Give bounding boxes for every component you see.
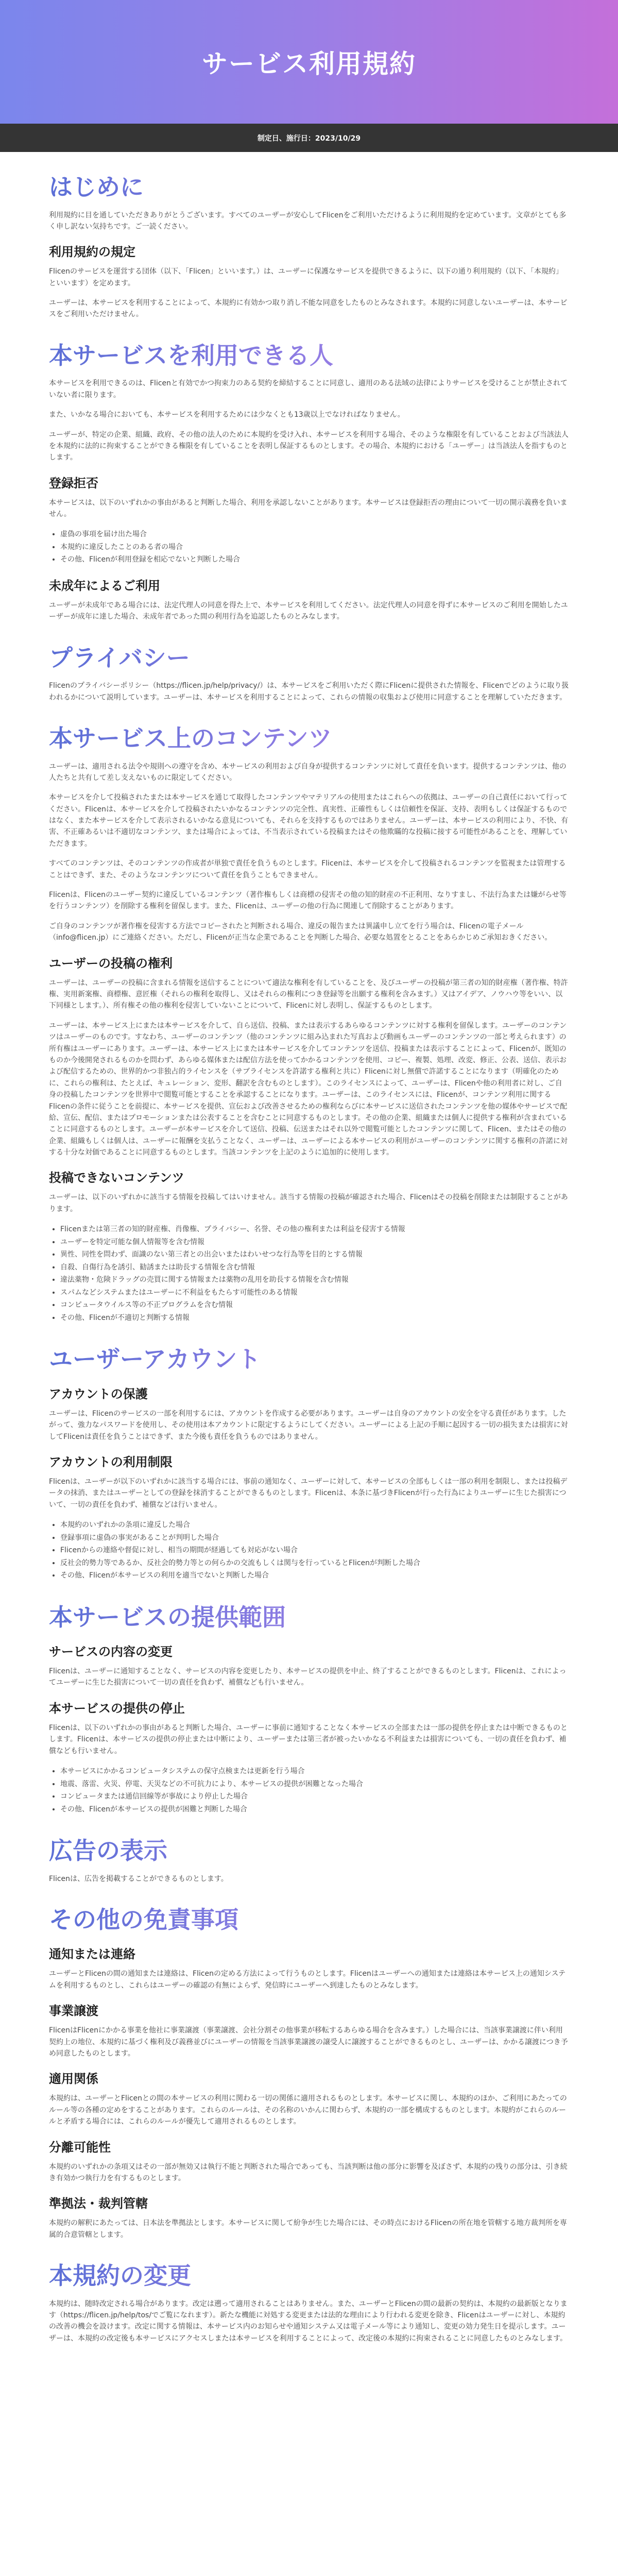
list-item: • 本規約のいずれかの条項に違反した場合 [60,1519,569,1532]
effective-date: 制定日、施行日：2023/10/29 [257,134,361,143]
list-item: • スパムなどシステムまたはユーザーに不利益をもたらす可能性のある情報 [60,1286,569,1299]
list-item: • 虚偽の事項を届け出た場合 [60,528,569,541]
paragraph: また、いかなる場合においても、本サービスを利用するためには少なくとも13歳以上でなければなりません。 [49,411,405,419]
subsection-title: 事業譲渡 [49,2004,98,2019]
subsection-title: サービスの内容の変更 [49,1645,173,1659]
subsection-title: 適用関係 [49,2072,98,2087]
terms-section [49,173,569,320]
list-item: • 本サービスにかかるコンピュータシステムの保守点検または更新を行う場合 [60,1765,569,1778]
effective-date-bar [0,124,618,152]
list-item: • 異性、同性を問わず、面識のない第三者との出会いまたはわいせつな行為等を目的とする情報 [60,1248,569,1261]
list-item: • 自殺、自傷行為を誘引、勧誘または助長する情報を含む情報 [60,1261,569,1274]
paragraph: Flicenは、以下のいずれかの事由があると判断した場合、ユーザーに事前に通知することなく本サービスの全部または一部の提供を停止または中断できるものとします。Flicenは、本サービスの提供の停止または中断により、ユーザーまたは第三者が被ったいかなる不利益または損害についても、一切の責任を負わず、補償なども行いません。 [49,1723,568,1755]
terms-section [49,724,569,1324]
paragraph: ユーザーは、ユーザーの投稿に含まれる情報を送信することについて適法な権利を有していることを、及びユーザーの投稿が第三者の知的財産権（著作権、特許権、実用新案権、商標権、意匠権（それらの権利を取得し、又はそれらの権利につき登録等を出願する権利を含みます。）又はアイデア、ノウハウ等をいい、以下同様とします。）、所有権その他の権利を侵害していないことについて、Flicenに対し表明し、保証するものとします。 [49,978,568,1010]
section-title: ユーザーアカウント [49,1345,569,1375]
list-item: • 本規約に違反したことのある者の場合 [60,541,569,554]
paragraph: Flicenのプライバシーポリシー（https://flicen.jp/help/privacy/）は、本サービスをご利用いただく際にFlicenに提供された情報を、Flicenでどのように取り扱われるかについて説明しています。ユーザーは、本サービスを利用することによって、これらの情報の収集および使用に同意することを理解していただきます。 [49,682,569,702]
page-header [0,0,618,124]
paragraph: Flicenは、広告を掲載することができるものとします。 [49,1874,228,1883]
terms-section [49,1345,569,1582]
paragraph: Flicenは、ユーザーが以下のいずれかに該当する場合には、事前の通知なく、ユーザーに対して、本サービスの全部もしくは一部の利用を制限し、または投稿データの抹消、またはユーザーとしての登録を抹消することができるものとします。Flicenは、本条に基づきFlicenが行った行為によりユーザーに生じた損害について、一切の責任を負わず、補償などは行いません。 [49,1477,568,1509]
terms-section [49,341,569,623]
paragraph: Flicenのサービスを運営する団体（以下、「Flicen」といいます。）は、ユーザーに保護なサービスを提供できるように、以下の通り利用規約（以下、「本規約」といいます）を定めます。 [49,267,563,287]
paragraph: ユーザーが、特定の企業、組織、政府、その他の法人のために本規約を受け入れ、本サービスを利用する場合、そのような権限を有していることおよび当該法人を本規約に法的に拘束することができる権限を有していることを表明し保証するものとします。その場合、本規約における「ユーザー」は当該法人を指すものとします。 [49,430,569,462]
subsection-title: アカウントの保護 [49,1386,148,1401]
list-item: • Flicenからの連絡や督促に対し、相当の期間が経過しても対応がない場合 [60,1544,569,1557]
paragraph: 利用規約に目を通していただきありがとうございます。すべてのユーザーが安心してFlicenをご利用いただけるように利用規約を定めています。文章がとても多く申し訳ない気持ちです。ご一読ください。 [49,211,566,231]
subsection-title: 準拠法・裁判管轄 [49,2196,148,2211]
paragraph: ユーザーは、本サービス上にまたは本サービスを介して、自ら送信、投稿、または表示するあらゆるコンテンツに対する権利を留保します。ユーザーのコンテンツはユーザーのものです。すなわち、ユーザーのコンテンツ（他のコンテンツに組み込まれた写真および動画もユーザーのコンテンツの一部と考えられます）の所有権はユーザーにあります。ユーザーは、本サービス上にまたは本サービスを介してコンテンツを送信、投稿または表示することによって、Flicenが、既知のものか今後開発されるものかを問わず、あらゆる媒体または配信方法を使ってかかるコンテンツを使用、コピー、複製、処理、改変、修正、公表、送信、表示および配信するための、世界的かつ非独占的ライセンスを（サブライセンスを許諾する権利と共に）Flicenに対し無償で許諾することになります（明確化のために、これらの権利は、たとえば、キュレーション、変形、翻訳を含むものとします）。このライセンスによって、ユーザーは、Flicenや他の利用者に対し、ご自身の投稿したコンテンツを世界中で閲覧可能とすることを承認することになります。ユーザーは、このライセンスには、Flicenが、コンテンツ利用に関するFlicenの条件に従うことを前提に、本サービスを提供、宣伝および改善させるための権利ならびに本サービスに送信されたコンテンツを他の媒体やサービスで配給、宣伝、配信、またはプロモーションまたは公表することを含むことに同意するものとします。その他の企業、組織または個人に提供する権利が含まれていることに同意するものとします。ユーザーが本サービスを介して送信、投稿、伝送またはそれ以外で閲覧可能としたコンテンツに関して、Flicen、またはその他の企業、組織もしくは個人は、ユーザーに報酬を支払うことなく、ユーザーは、ユーザーによる本サービスの利用がユーザーのコンテンツに関する権利の許諾に対する十分な対価であることに同意するものとします。当該コンテンツを上記のように追加的に使用します。 [49,1021,568,1157]
list-item: • 違法薬物・危険ドラッグの売買に関する情報または薬物の乱用を助長する情報を含む情報 [60,1274,569,1286]
section-title: プライバシー [49,643,569,673]
list-item: • 地震、落雷、火災、停電、天災などの不可抗力により、本サービスの提供が困難となった場合 [60,1778,569,1791]
list-item: • 登録事項に虚偽の事実があることが判明した場合 [60,1532,569,1545]
paragraph: 本規約は、随時改定される場合があります。改定は遡って適用されることはありません。また、ユーザーとFlicenの間の最新の契約は、本規約の最新版となります（https://flicen.jp/help/tos/でご覧になれます）。新たな機能に対処する変更または法的な理由により行われる変更を除き、Flicenはユーザーに対し、本規約の改善の機会を設けます。改定に関する情報は、本サービス内のお知らせや通知システム又は電子メール等により通知し、変更の効力発生日を提示します。ユーザーは、本規約の改定後も本サービスにアクセスしまたは本サービスを利用することによって、改定後の本規約に拘束されることに同意したものとみなします。 [49,2299,568,2343]
subsection-title: 分離可能性 [49,2140,111,2155]
bullet-list [60,1765,569,1816]
section-title: はじめに [49,173,569,202]
list-item: • ユーザーを特定可能な個人情報等を含む情報 [60,1236,569,1249]
subsection-title: 通知または連絡 [49,1947,135,1962]
bullet-list [60,528,569,566]
list-item: • Flicenまたは第三者の知的財産権、肖像権、プライバシー、名誉、その他の権利または利益を侵害する情報 [60,1223,569,1236]
paragraph: 本サービスを介して投稿されたまたは本サービスを通じて取得したコンテンツやマテリアルの使用またはこれらへの依拠は、ユーザーの自己責任において行ってください。Flicenは、本サービスを介して投稿されたいかなるコンテンツの完全性、真実性、正確性もしくは信頼性を保証、支持、表明もしくは保証するものではなく、また本サービスを介して表示されるいかなる意見についても、それらを支持するものではありません。ユーザーは、本サービスの利用により、不快、有害、不正確あるいは不適切なコンテンツ、または場合によっては、不当表示されている投稿またはその他欺瞞的な投稿に接する可能性があることを、理解していただきます。 [49,793,569,848]
page-title: サービス利用規約 [202,49,416,79]
subsection-title: ユーザーの投稿の権利 [49,956,173,971]
subsection-title: 登録拒否 [49,476,98,490]
paragraph: ユーザーが未成年である場合には、法定代理人の同意を得た上で、本サービスを利用してください。法定代理人の同意を得ずに本サービスのご利用を開始したユーザーが成年に達した場合、未成年者であった間の利用行為を追認したものとみなします。 [49,601,568,621]
paragraph: 本サービスを利用できるのは、Flicenと有効でかつ拘束力のある契約を締結することに同意し、適用のある法域の法律によりサービスを受けることが禁止されていない者に限ります。 [49,379,568,399]
list-item: • その他、Flicenが本サービスの利用を適当でないと判断した場合 [60,1569,569,1582]
terms-section [49,1603,569,1816]
list-item: • その他、Flicenが本サービスの提供が困難と判断した場合 [60,1803,569,1816]
terms-section [49,1905,569,2241]
list-item: • その他、Flicenが不適切と判断する情報 [60,1312,569,1325]
subsection-title: 本サービスの提供の停止 [49,1701,185,1716]
subsection-title: 未成年によるご利用 [49,578,160,593]
bullet-list [60,1519,569,1582]
section-title: 本規約の変更 [49,2261,569,2291]
paragraph: ご自身のコンテンツが著作権を侵害する方法でコピーされたと判断される場合、違反の報告または異議申し立てを行う場合は、Flicenの電子メール（info@flicen.jp）にご連絡ください。ただし、Flicenが正当な企業であることを判断した場合、必要な処置をとることをあらかじめご承知おきください。 [49,922,552,942]
terms-section [49,2261,569,2344]
terms-section [49,643,569,703]
terms-section [49,1836,569,1885]
paragraph: ユーザーは、本サービスを利用することによって、本規約に有効かつ取り消し不能な同意をしたものとみなされます。本規約に同意しないユーザーは、本サービスをご利用いただけません。 [49,299,568,319]
subsection-title: 利用規約の規定 [49,245,135,260]
subsection-title: アカウントの利用制限 [49,1454,173,1469]
section-title: 広告の表示 [49,1836,569,1866]
paragraph: 本規約の解釈にあたっては、日本法を準拠法とします。本サービスに関して紛争が生じた場合には、その時点におけるFlicenの所在地を管轄する地方裁判所を専属的合意管轄とします。 [49,2219,567,2239]
section-title: その他の免責事項 [49,1905,569,1935]
paragraph: ユーザーは、Flicenのサービスの一部を利用するには、アカウントを作成する必要があります。ユーザーは自身のアカウントの安全を守る責任があります。したがって、強力なパスワードを使用し、その使用は本アカウントに限定するようにしてください。ユーザーによる上記の手順に起因する一切の損失または損害に対してFlicenは責任を負うことはできず、また今後も責任を負うものではありません。 [49,1409,568,1441]
bullet-list [60,1223,569,1324]
section-title: 本サービスを利用できる人 [49,341,569,371]
paragraph: ユーザーは、以下のいずれかに該当する情報を投稿してはいけません。該当する情報の投稿が確認された場合、Flicenはその投稿を削除または制限することがあります。 [49,1193,568,1213]
paragraph: Flicenは、Flicenのユーザー契約に違反しているコンテンツ（著作権もしくは商標の侵害その他の知的財産の不正利用、なりすまし、不法行為または嫌がらせ等を行うコンテンツ）を削除する権利を留保します。また、Flicenは、ユーザーの他の行為に関連して削除することがあります。 [49,891,566,911]
list-item: • コンピュータウイルス等の不正プログラムを含む情報 [60,1299,569,1312]
paragraph: すべてのコンテンツは、そのコンテンツの作成者が単独で責任を負うものとします。Flicenは、本サービスを介して投稿されるコンテンツを監視または管理することはできず、また、そのようなコンテンツについて責任を負うこともできません。 [49,859,566,879]
terms-content [49,152,569,2391]
list-item: • コンピュータまたは通信回線等が事故により停止した場合 [60,1790,569,1803]
paragraph: 本規約は、ユーザーとFlicenとの間の本サービスの利用に関わる一切の関係に適用されるものとします。本サービスに関し、本規約のほか、ご利用にあたってのルール等の各種の定めをすることがあります。これらのルールは、その名称のいかんに関わらず、本規約の一部を構成するものとします。本規約がこれらのルールと矛盾する場合には、これらのルールが優先して適用されるものとします。 [49,2094,567,2126]
paragraph: Flicenは、ユーザーに通知することなく、サービスの内容を変更したり、本サービスの提供を中止、終了することができるものとします。Flicenは、これによってユーザーに生じた損害について一切の責任を負わず、補償なども行いません。 [49,1667,566,1687]
paragraph: 本サービスは、以下のいずれかの事由があると判断した場合、利用を承認しないことがあります。本サービスは登録拒否の理由について一切の開示義務を負いません。 [49,498,568,519]
subsection-title: 投稿できないコンテンツ [49,1171,184,1185]
section-title: 本サービスの提供範囲 [49,1603,569,1633]
list-item: • 反社会的勢力等であるか、反社会的勢力等との何らかの交流もしくは関与を行っているとFlicenが判断した場合 [60,1557,569,1570]
section-title: 本サービス上のコンテンツ [49,724,569,754]
paragraph: FlicenはFlicenにかかる事業を他社に事業譲渡（事業譲渡、会社分割その他事業が移転するあらゆる場合を含みます。）した場合には、当該事業譲渡に伴い利用契約上の地位、本規約に基づく権利及び義務並びにユーザーの情報を当該事業譲渡の譲受人に譲渡することができるものとし、ユーザーは、かかる譲渡につき予め同意したものとします。 [49,2026,568,2058]
list-item: • その他、Flicenが利用登録を相応でないと判断した場合 [60,553,569,566]
paragraph: ユーザーは、適用される法令や規則への遵守を含め、本サービスの利用および自身が提供するコンテンツに対して責任を負います。提供するコンテンツは、他の人たちと共有して差し支えないものに限定してください。 [49,762,566,782]
paragraph: ユーザーとFlicenの間の通知または連絡は、Flicenの定める方法によって行うものとします。Flicenはユーザーへの通知または連絡は本サービス上の通知システムを利用するものとし、これらはユーザーの確認の有無によらず、発信時にユーザーへ到達したものとみなします。 [49,1970,566,1990]
paragraph: 本規約のいずれかの条項又はその一部が無効又は執行不能と判断された場合であっても、当該判断は他の部分に影響を及ぼさず、本規約の残りの部分は、引き続き有効かつ執行力を有するものとします。 [49,2162,568,2182]
